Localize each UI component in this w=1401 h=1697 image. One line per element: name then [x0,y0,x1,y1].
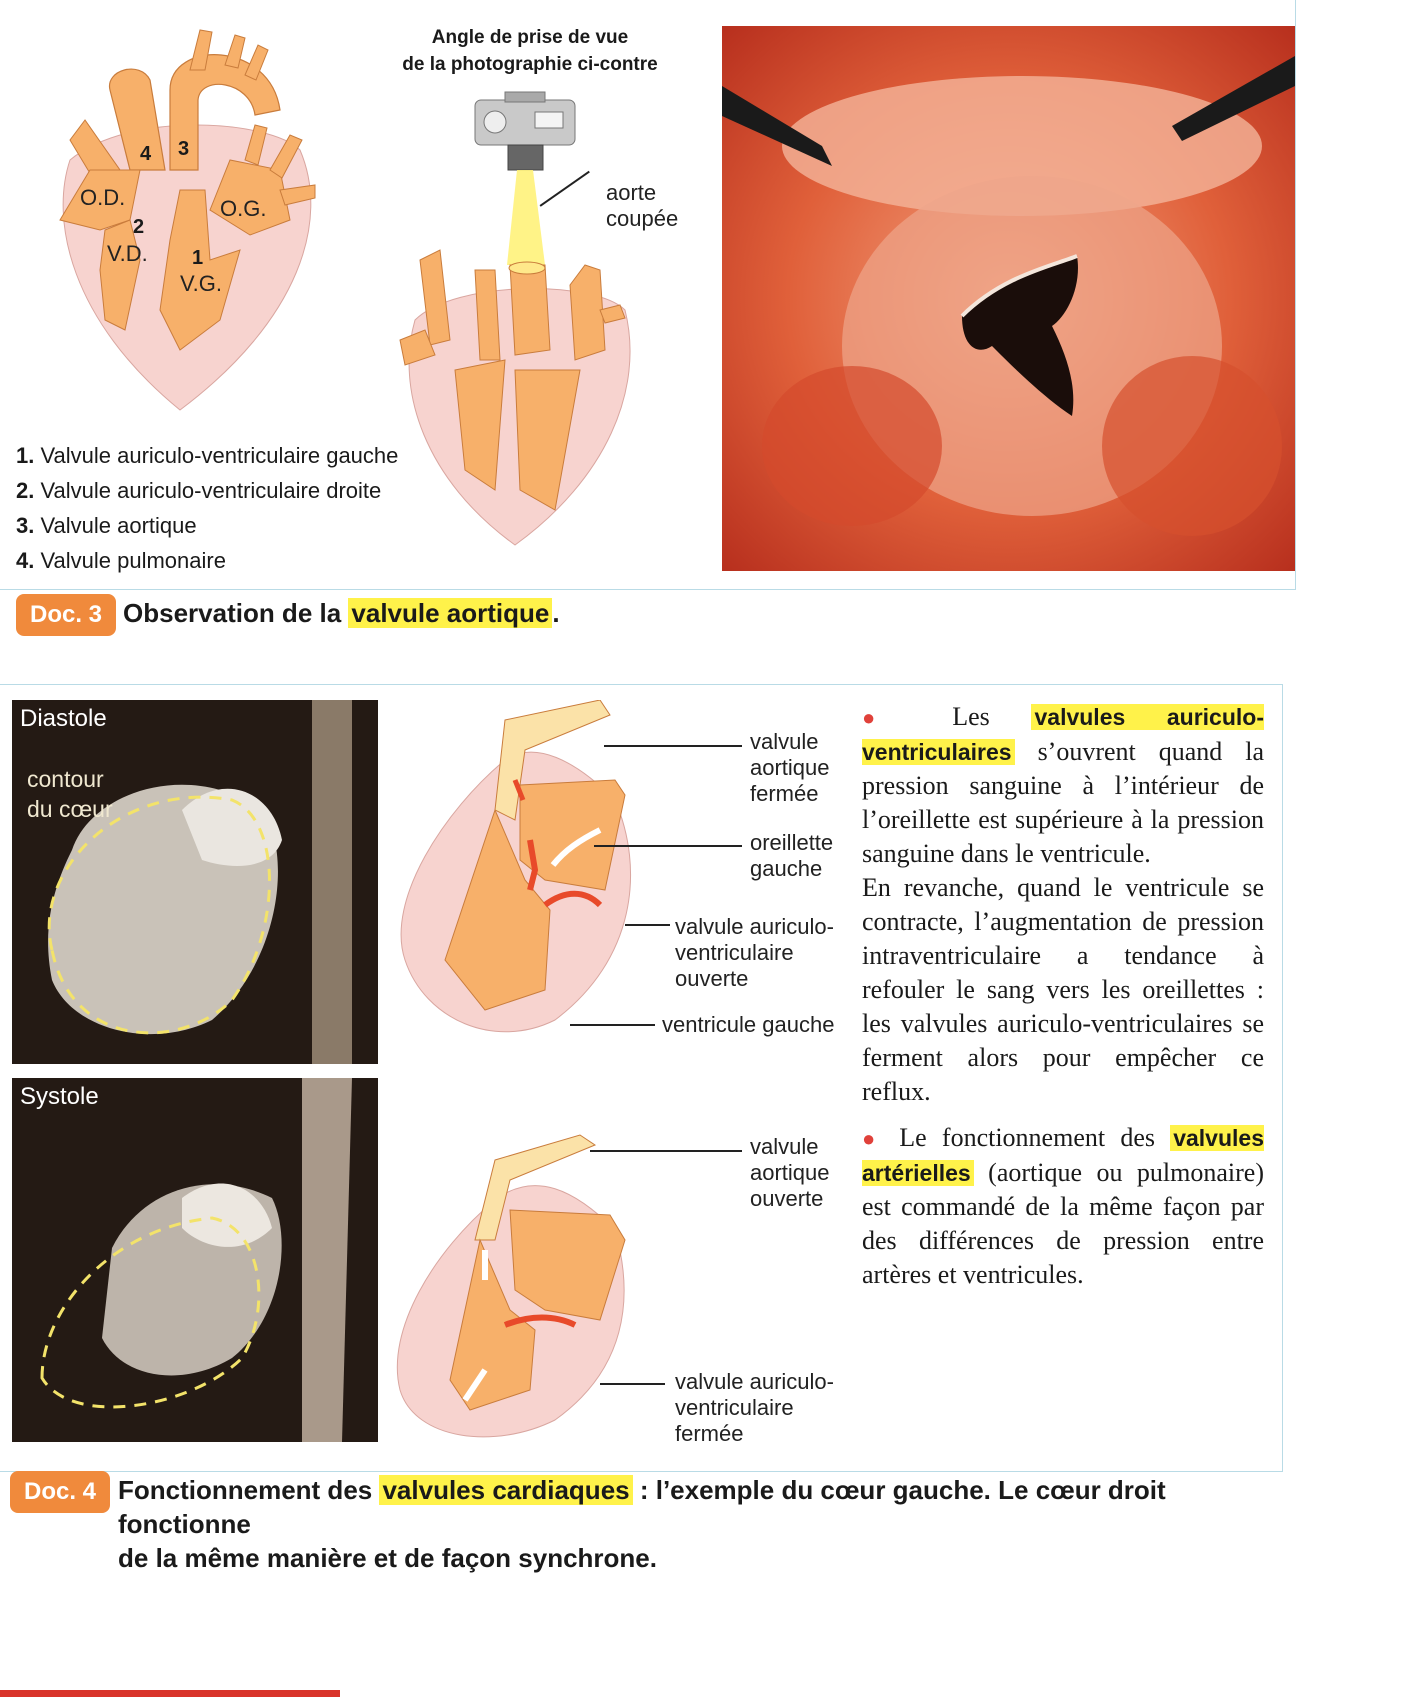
mri-systole-image [12,1078,378,1442]
valve-schematic-diastole [385,700,655,1040]
valvule-aortique-ouverte-label: valvule aortique ouverte [750,1134,830,1211]
heart-label-og: O.G. [220,196,267,221]
heart-section-diagram [30,20,340,420]
systole-label: Systole [20,1083,99,1110]
paragraph-contraction: En revanche, quand le ventricule se contracte, l’augmentation de pression intraventriculaire a tendance à refouler le sang vers les oreillettes : les valvules auriculo-ventriculaires se ferment alors pour empêcher ce reflux. [862,873,1264,1106]
legend-item: 2. Valvule auriculo-ventriculaire droite [16,478,382,503]
legend-item: 3. Valvule aortique [16,513,197,538]
view-beam [507,170,545,265]
valve-legend [16,438,398,578]
callout-line [570,1024,655,1026]
aorte-label: aorte coupée [606,180,679,231]
camera-angle-title: Angle de prise de vue de la photographie ci-contre [402,27,658,75]
valvule-av-fermee-label: valvule auriculo- ventriculaire fermée [675,1369,834,1446]
heart-label-od: O.D. [80,185,126,210]
heart-label-2: 2 [133,216,145,238]
heart-label-vd: V.D. [107,241,148,266]
callout-line [604,745,742,747]
valvule-av-ouverte-label: valvule auriculo- ventriculaire ouverte [675,914,834,991]
contour-label: contour du cœur [27,766,113,822]
callout-line [590,1150,742,1152]
paragraph-av-valves: ● Les valvules auriculo-ventriculaires s’ouvrent quand la pression sanguine à l’intérieur de l’oreillette est supérieure à la pression sanguine dans le ventricule. [862,702,1264,868]
callout-line [594,845,742,847]
bullet-icon: ● [862,1126,885,1151]
legend-item: 1. Valvule auriculo-ventriculaire gauche [16,443,399,468]
aortic-valve-photo [722,26,1295,571]
camera-diagram [395,90,695,550]
heart-label-4: 4 [140,143,152,165]
doc3-caption: Observation de la valvule aortique . [123,598,560,628]
bullet-icon: ● [862,705,911,730]
heart-label-vg: V.G. [180,271,222,296]
doc4-badge: Doc. 4 [10,1471,110,1513]
callout-line [625,924,670,926]
doc3-badge: Doc. 3 [16,594,116,636]
diastole-label: Diastole [20,705,107,732]
heart-label-3: 3 [178,138,190,160]
paragraph-arterial-valves: ● Le fonctionnement des valvules artérielles (aortique ou pulmonaire) est commandé de la même façon par des différences de pression entre artères et ventricules. [862,1123,1264,1289]
oreillette-gauche-label: oreillette gauche [750,830,834,881]
mri-diastole-image [12,700,378,1064]
heart-label-1: 1 [192,247,204,269]
ventricule-gauche-label: ventricule gauche [662,1012,835,1037]
valvule-aortique-fermee-label: valvule aortique fermée [750,729,830,806]
doc4-caption: Fonctionnement des valvules cardiaques : l’exemple du cœur gauche. Le cœur droit fonctionne de la même manière et de façon synchrone. [118,1475,1166,1573]
valve-schematic-systole [385,1130,655,1450]
camera-icon [475,92,575,170]
explanation-text [862,700,1264,1292]
callout-line [600,1383,665,1385]
page-bottom-bar [0,1690,340,1697]
legend-item: 4. Valvule pulmonaire [16,548,226,573]
